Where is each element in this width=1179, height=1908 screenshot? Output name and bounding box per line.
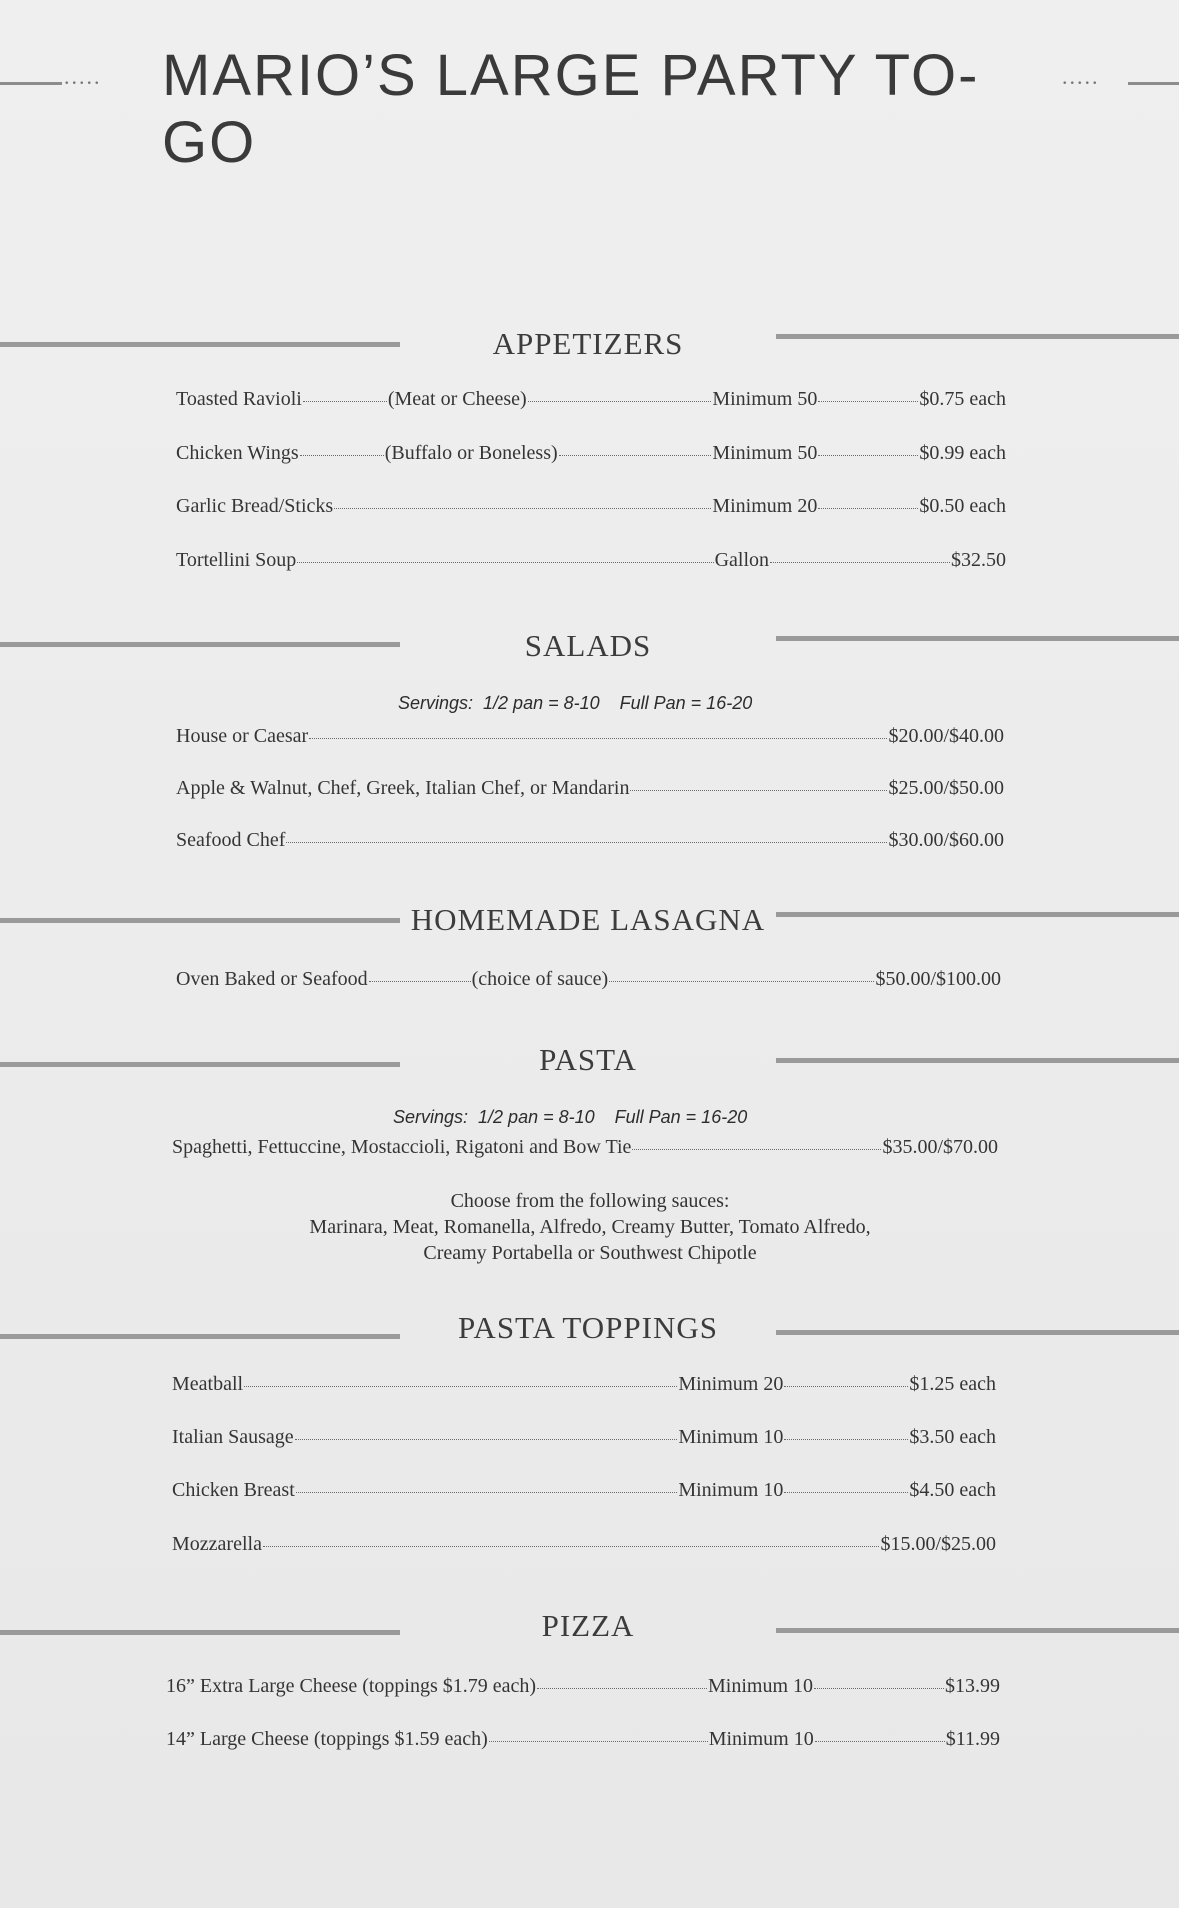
section-heading: PASTA TOPPINGS	[458, 1310, 718, 1345]
dot-leader	[244, 1386, 677, 1387]
section-pizza	[0, 1608, 1179, 1648]
page-title: MARIO’S LARGE PARTY TO-GO	[162, 43, 980, 175]
section-rule-left	[0, 1334, 400, 1339]
sauces-intro: Choose from the following sauces:	[450, 1190, 730, 1212]
item-price: $30.00/$60.00	[888, 829, 1004, 851]
menu-item-chicken-breast	[172, 1479, 996, 1502]
dot-leader	[818, 401, 918, 402]
menu-item-tortellini-soup	[176, 549, 1006, 572]
dot-leader	[369, 981, 471, 982]
item-price: $25.00/$50.00	[888, 777, 1004, 799]
section-rule-right	[776, 912, 1179, 917]
item-price: $50.00/$100.00	[875, 968, 1001, 990]
item-minimum: Gallon	[714, 549, 769, 571]
menu-item-pizza-14	[166, 1728, 1000, 1751]
servings-note: Servings: 1/2 pan = 8-10 Full Pan = 16-20	[398, 693, 753, 713]
item-minimum: Minimum 10	[708, 1728, 814, 1750]
item-minimum: Minimum 10	[707, 1675, 813, 1697]
section-heading: HOMEMADE LASAGNA	[410, 902, 766, 937]
item-minimum: Minimum 10	[678, 1479, 784, 1501]
title-dots-right: .....	[1062, 64, 1100, 89]
item-name: Chicken Breast	[172, 1479, 295, 1501]
menu-item-italian-sausage	[172, 1426, 996, 1449]
menu-item-garlic-bread	[176, 495, 1006, 518]
dot-leader	[300, 455, 384, 456]
item-name: Meatball	[172, 1373, 244, 1395]
item-minimum: Minimum 50	[712, 442, 818, 464]
section-rule-left	[0, 1062, 400, 1067]
menu-item-pizza-16	[166, 1675, 1000, 1698]
dot-leader	[784, 1386, 908, 1387]
item-name: Italian Sausage	[172, 1426, 294, 1448]
section-rule-right	[776, 1628, 1179, 1633]
item-minimum: Minimum 20	[678, 1373, 784, 1395]
item-name: Garlic Bread/Sticks	[176, 495, 334, 517]
section-rule-left	[0, 918, 400, 923]
section-heading: APPETIZERS	[492, 326, 684, 361]
sauce-options	[170, 1188, 1010, 1266]
item-price: $0.99 each	[919, 442, 1006, 464]
dot-leader	[489, 1741, 708, 1742]
section-heading: SALADS	[524, 628, 652, 663]
section-rule-left	[0, 642, 400, 647]
item-name: Spaghetti, Fettuccine, Mostaccioli, Rigatoni and Bow Tie	[172, 1136, 632, 1158]
item-price: $32.50	[951, 549, 1006, 571]
dot-leader	[609, 981, 874, 982]
dot-leader	[559, 455, 712, 456]
section-heading: PASTA	[539, 1042, 637, 1077]
item-name: Oven Baked or Seafood	[176, 968, 368, 990]
dot-leader	[784, 1439, 908, 1440]
item-price: $0.50 each	[919, 495, 1006, 517]
dot-leader	[296, 1492, 678, 1493]
dot-leader	[814, 1688, 944, 1689]
section-rule-right	[776, 1058, 1179, 1063]
section-rule-left	[0, 1630, 400, 1635]
title-rule-left	[0, 82, 62, 85]
section-rule-right	[776, 334, 1179, 339]
item-price: $35.00/$70.00	[882, 1136, 998, 1158]
title-rule-right	[1128, 82, 1179, 85]
item-price: $1.25 each	[909, 1373, 996, 1395]
section-pasta	[0, 1042, 1179, 1082]
item-price: $0.75 each	[919, 388, 1006, 410]
item-price: $3.50 each	[909, 1426, 996, 1448]
menu-item-toasted-ravioli	[176, 388, 1006, 411]
item-name: Apple & Walnut, Chef, Greek, Italian Chef, or Mandarin	[176, 777, 630, 799]
dot-leader	[632, 1149, 881, 1150]
item-minimum: Minimum 20	[712, 495, 818, 517]
item-name: Tortellini Soup	[176, 549, 297, 571]
section-rule-right	[776, 1330, 1179, 1335]
section-heading: PIZZA	[541, 1608, 635, 1643]
item-price: $15.00/$25.00	[880, 1533, 996, 1555]
dot-leader	[815, 1741, 945, 1742]
dot-leader	[286, 842, 887, 843]
dot-leader	[770, 562, 950, 563]
menu-item-house-caesar	[176, 725, 1004, 748]
dot-leader	[295, 1439, 678, 1440]
item-option: (Buffalo or Boneless)	[384, 442, 558, 464]
dot-leader	[297, 562, 713, 563]
item-price: $11.99	[945, 1728, 1000, 1750]
dot-leader	[784, 1492, 908, 1493]
section-lasagna	[0, 902, 1179, 942]
section-pasta-toppings	[0, 1310, 1179, 1350]
dot-leader	[263, 1546, 879, 1547]
menu-item-chicken-wings	[176, 442, 1006, 465]
section-rule-right	[776, 636, 1179, 641]
item-name: 16” Extra Large Cheese (toppings $1.79 each)	[166, 1675, 537, 1697]
menu-item-lasagna	[176, 968, 1001, 991]
servings-note: Servings: 1/2 pan = 8-10 Full Pan = 16-20	[393, 1107, 748, 1127]
menu-item-pasta	[172, 1136, 998, 1159]
item-option: (Meat or Cheese)	[387, 388, 527, 410]
menu-item-specialty-salads	[176, 777, 1004, 800]
dot-leader	[303, 401, 387, 402]
sauces-line-2: Creamy Portabella or Southwest Chipotle	[423, 1242, 757, 1264]
section-rule-left	[0, 342, 400, 347]
section-salads	[0, 628, 1179, 668]
item-name: Chicken Wings	[176, 442, 299, 464]
menu-item-meatball	[172, 1373, 996, 1396]
item-option: (choice of sauce)	[471, 968, 609, 990]
dot-leader	[309, 738, 887, 739]
item-name: Seafood Chef	[176, 829, 286, 851]
dot-leader	[537, 1688, 707, 1689]
dot-leader	[818, 455, 918, 456]
menu-item-mozzarella	[172, 1533, 996, 1556]
item-price: $13.99	[945, 1675, 1000, 1697]
title-dots-left: .....	[64, 64, 102, 89]
dot-leader	[630, 790, 887, 791]
sauces-line-1: Marinara, Meat, Romanella, Alfredo, Creamy Butter, Tomato Alfredo,	[309, 1216, 871, 1238]
item-name: Mozzarella	[172, 1533, 262, 1555]
section-appetizers	[0, 326, 1179, 366]
title-row	[0, 38, 1179, 175]
item-minimum: Minimum 10	[678, 1426, 784, 1448]
dot-leader	[818, 508, 918, 509]
item-price: $4.50 each	[909, 1479, 996, 1501]
menu-item-seafood-chef	[176, 829, 1004, 852]
item-price: $20.00/$40.00	[888, 725, 1004, 747]
item-name: 14” Large Cheese (toppings $1.59 each)	[166, 1728, 488, 1750]
item-name: Toasted Ravioli	[176, 388, 302, 410]
dot-leader	[334, 508, 711, 509]
item-name: House or Caesar	[176, 725, 309, 747]
item-minimum: Minimum 50	[712, 388, 818, 410]
dot-leader	[528, 401, 712, 402]
